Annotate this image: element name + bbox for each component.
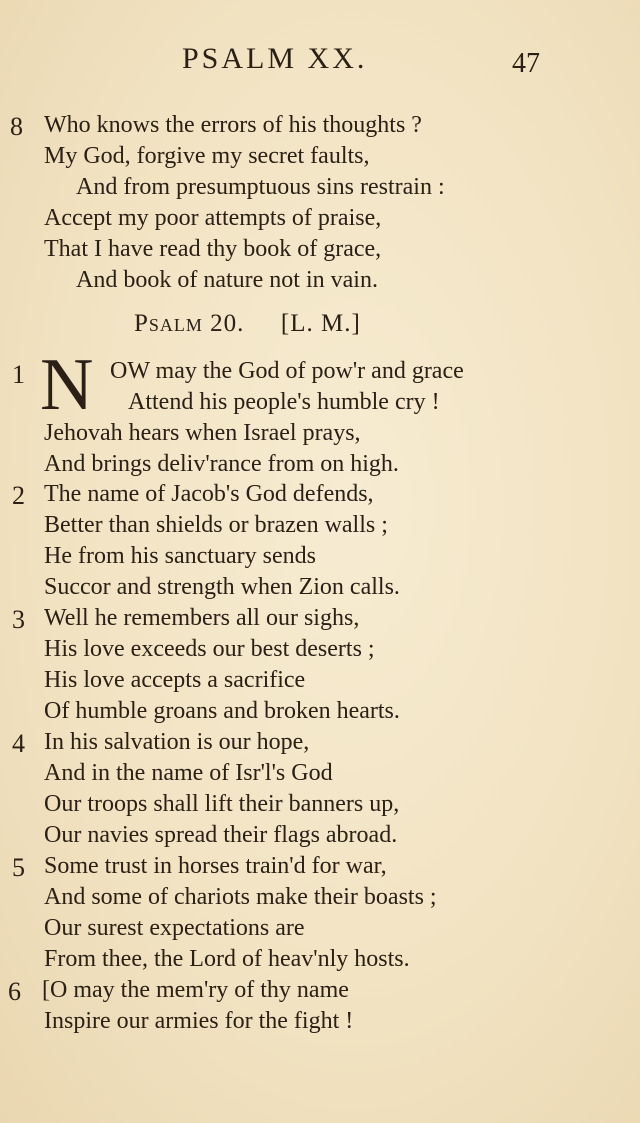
page-number: 47 (512, 48, 540, 79)
verse-line: Our surest expectations are (44, 915, 305, 941)
stanza-number: 5 (12, 853, 25, 882)
verse-line: My God, forgive my secret faults, (44, 143, 370, 169)
verse-line: His love accepts a sacrifice (44, 667, 306, 693)
verse-number: 8 (10, 112, 23, 141)
stanza-number: 1 (12, 360, 25, 389)
verse-line: Jehovah hears when Israel prays, (44, 420, 361, 446)
verse-line: His love exceeds our best deserts ; (44, 636, 375, 662)
verse-line: Our troops shall lift their banners up, (44, 791, 400, 817)
verse-line: Some trust in horses train'd for war, (44, 853, 387, 879)
psalm-heading (134, 310, 361, 338)
verse-line: Our navies spread their flags abroad. (44, 822, 398, 848)
verse-line: And from presumptuous sins restrain : (76, 174, 445, 200)
verse-line: From thee, the Lord of heav'nly hosts. (44, 946, 410, 972)
verse-line: That I have read thy book of grace, (44, 236, 382, 262)
verse-line: Of humble groans and broken hearts. (44, 698, 400, 724)
verse-line: Accept my poor attempts of praise, (44, 205, 382, 231)
running-head: PSALM XX. (182, 42, 368, 75)
verse-line: Better than shields or brazen walls ; (44, 512, 388, 538)
stanza-number: 4 (12, 729, 25, 758)
verse-line: [O may the mem'ry of thy name (42, 977, 349, 1003)
stanza-number: 2 (12, 481, 25, 510)
verse-line: And in the name of Isr'l's God (44, 760, 333, 786)
psalm-meter: [L. M.] (280, 310, 361, 337)
psalm-title: Psalm 20. (134, 310, 245, 337)
verse-line: The name of Jacob's God defends, (44, 481, 374, 507)
verse-line: In his salvation is our hope, (44, 729, 310, 755)
verse-line: And brings deliv'rance from on high. (44, 451, 399, 477)
verse-line: And some of chariots make their boasts ; (44, 884, 437, 910)
stanza-number: 6 (8, 977, 21, 1006)
verse-line: Inspire our armies for the fight ! (44, 1008, 354, 1034)
drop-cap: N (40, 344, 94, 426)
verse-line: He from his sanctuary sends (44, 543, 316, 569)
verse-line: OW may the God of pow'r and grace (110, 358, 464, 384)
stanza-number: 3 (12, 605, 25, 634)
verse-line: Who knows the errors of his thoughts ? (44, 112, 422, 138)
verse-line: Attend his people's humble cry ! (128, 389, 440, 415)
verse-line: Well he remembers all our sighs, (44, 605, 360, 631)
verse-line: And book of nature not in vain. (76, 267, 378, 293)
verse-line: Succor and strength when Zion calls. (44, 574, 400, 600)
